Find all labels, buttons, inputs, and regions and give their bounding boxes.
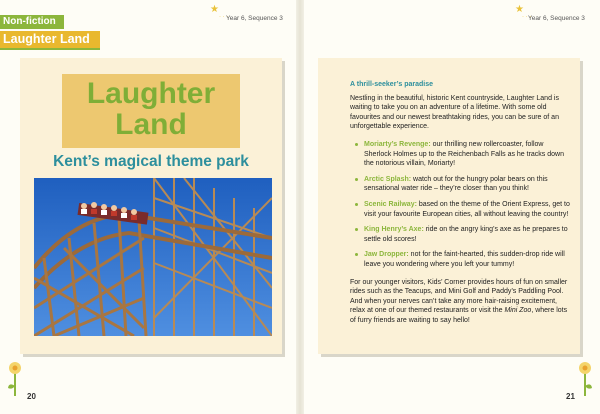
intro-paragraph: Nestling in the beautiful, historic Kent countryside, Laughter Land is waiting to take you on an adventure of a lifetime. With some old favourites and our newest breathtaking rides, you can be sure of an unforgettable experience. xyxy=(350,94,559,131)
ride-description: not for the faint-hearted, this sudden-drop ride will leave you wondering where you left your tummy! xyxy=(364,251,565,268)
bullet-icon xyxy=(355,143,358,146)
list-item xyxy=(364,175,570,194)
page-subtitle: Kent’s magical theme park xyxy=(53,153,249,170)
rollercoaster-photo xyxy=(34,178,272,336)
list-item xyxy=(364,250,570,269)
ride-description: based on the theme of the Orient Express, get to visit your favourite European cities, all without leaving the country! xyxy=(364,200,570,218)
closing-text-b: , where lots of furry friends are waiting to say hello! xyxy=(350,307,568,324)
ride-name: King Henry’s Axe: xyxy=(364,226,424,234)
section-label: Laughter Land xyxy=(0,31,100,50)
sequence-label-left: Year 6, Sequence 3 xyxy=(226,15,283,22)
dots-decoration: · · · xyxy=(219,14,229,20)
closing-italic: Mini Zoo xyxy=(504,307,532,315)
category-label: Non-fiction xyxy=(0,15,64,29)
title-line-1: Laughter xyxy=(86,77,216,110)
closing-paragraph xyxy=(350,278,570,326)
page-title xyxy=(62,78,240,140)
list-item xyxy=(364,225,570,244)
rides-list xyxy=(350,140,570,270)
list-item xyxy=(364,200,570,219)
ride-name: Scenic Railway: xyxy=(364,200,417,208)
closing-text-a: For our younger visitors, Kids’ Corner provides hours of fun on smaller rides such as the Teacups, and Mini Golf and Paddy’s Paddling Pool. And when your nerves can’t take any more hair-raising excitement, relax at one of our themed restaurants or visit the xyxy=(350,278,568,315)
flower-icon xyxy=(576,360,594,396)
bullet-icon xyxy=(355,178,358,181)
ride-name: Arctic Splash: xyxy=(364,175,412,183)
book-gutter xyxy=(296,0,304,414)
article-body xyxy=(350,80,570,333)
dots-decoration: · · · xyxy=(522,14,532,20)
star-icon: ★ xyxy=(515,4,524,15)
star-icon: ★ xyxy=(210,4,219,15)
flower-icon xyxy=(6,360,24,396)
page-number-left: 20 xyxy=(27,392,36,401)
article-heading: A thrill-seeker’s paradise xyxy=(350,81,434,88)
ride-description: watch out for the hungry polar bears on this sensational water ride – they’re closer than you think! xyxy=(364,175,548,193)
bullet-icon xyxy=(355,203,358,206)
title-line-2: Land xyxy=(115,108,187,141)
ride-name: Moriarty’s Revenge: xyxy=(364,140,431,148)
page-number-right: 21 xyxy=(566,392,575,401)
bullet-icon xyxy=(355,253,358,256)
bullet-icon xyxy=(355,228,358,231)
ride-description: our thrilling new rollercoaster, follow Sherlock Holmes up to the Reichenbach Falls as he tracks down the notorious villain, Moriarty! xyxy=(364,140,564,168)
ride-description: ride on the angry king’s axe as he prepares to settle old scores! xyxy=(364,226,568,243)
ride-name: Jaw Dropper: xyxy=(364,251,409,259)
sequence-label-right: Year 6, Sequence 3 xyxy=(528,15,585,22)
list-item xyxy=(364,140,570,169)
